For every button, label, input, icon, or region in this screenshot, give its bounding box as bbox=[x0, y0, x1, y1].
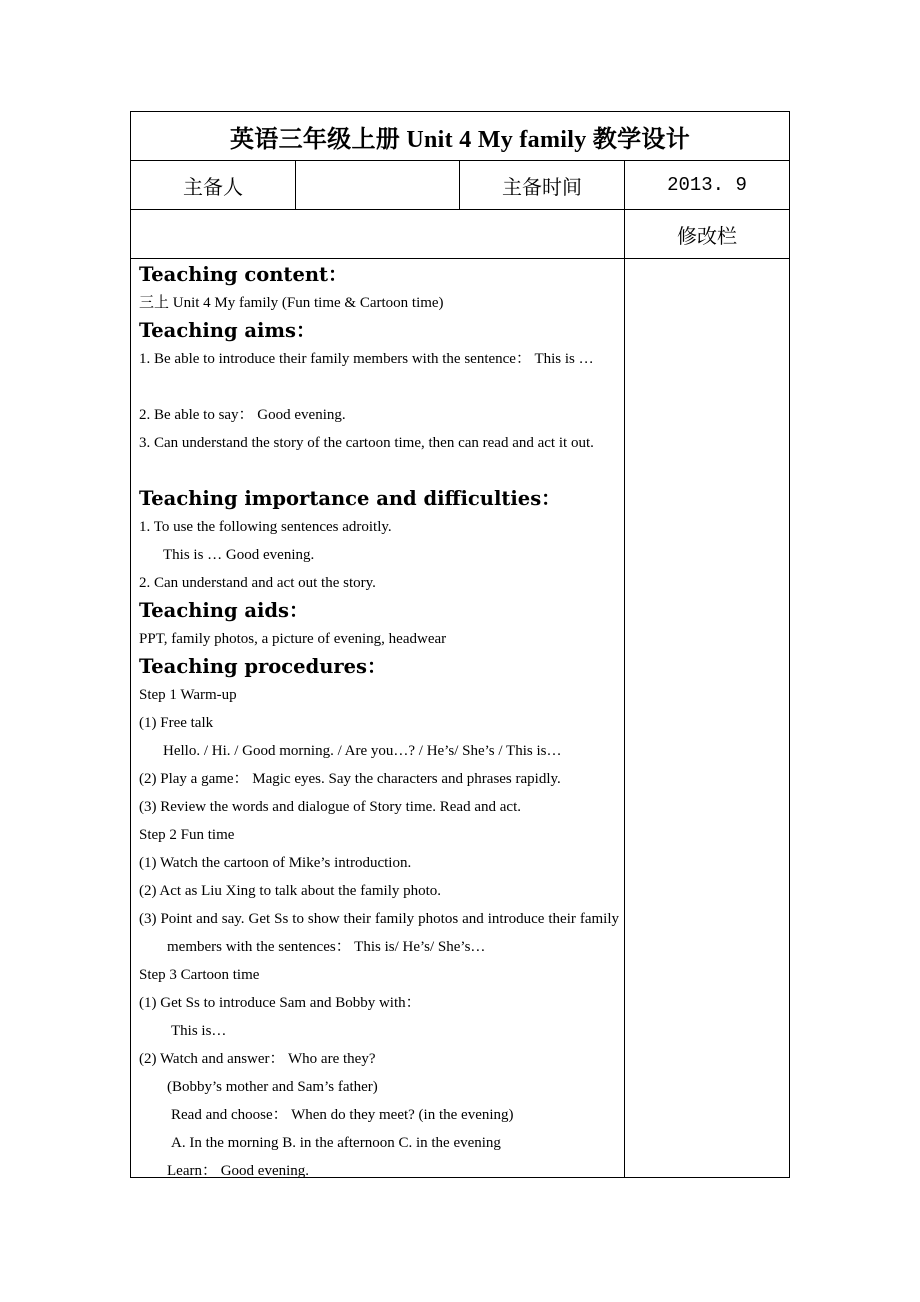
step-line: (Bobby’s mother and Sam’s father) bbox=[167, 1079, 378, 1095]
importance-item: 1. To use the following sentences adroitly. bbox=[139, 519, 392, 535]
step-line: (1) Watch the cartoon of Mike’s introduction. bbox=[139, 855, 412, 871]
preparer-value bbox=[296, 161, 459, 209]
step-title: Step 2 Fun time bbox=[139, 827, 235, 843]
step-line: (2) Act as Liu Xing to talk about the family photo. bbox=[139, 883, 442, 899]
step-line: Hello. / Hi. / Good morning. / Are you…? / He’s/ She’s / This is… bbox=[163, 743, 562, 759]
aids-text: PPT, family photos, a picture of evening, headwear bbox=[139, 631, 447, 647]
step-line: This is… bbox=[171, 1023, 227, 1039]
lesson-content bbox=[139, 261, 619, 1185]
step-line: (2) Watch and answer： Who are they? bbox=[139, 1051, 376, 1067]
prep-time-label: 主备时间 bbox=[502, 174, 582, 199]
importance-item: 2. Can understand and act out the story. bbox=[139, 575, 376, 591]
prep-time-value: 2013. 9 bbox=[667, 174, 747, 196]
step-line: (3) Review the words and dialogue of Story time. Read and act. bbox=[139, 799, 521, 815]
step-line: Read and choose： When do they meet? (in the evening) bbox=[171, 1107, 514, 1123]
aim-item: 2. Be able to say： Good evening. bbox=[139, 407, 346, 423]
step-line: A. In the morning B. in the afternoon C. in the evening bbox=[171, 1135, 501, 1151]
step-line: (2) Play a game： Magic eyes. Say the characters and phrases rapidly. bbox=[139, 771, 561, 787]
step-title: Step 1 Warm-up bbox=[139, 687, 237, 703]
step-line: (3) Point and say. Get Ss to show their family photos and introduce their family members with the sentences： This is/ He’s/ She’s… bbox=[139, 911, 619, 955]
step-line: (1) Free talk bbox=[139, 715, 214, 731]
teaching-content-heading: Teaching content： bbox=[139, 263, 348, 286]
document-title: 英语三年级上册 Unit 4 My family 教学设计 bbox=[229, 126, 690, 153]
aim-item: 3. Can understand the story of the cartoon time, then can read and act it out. bbox=[139, 435, 594, 451]
importance-item: This is … Good evening. bbox=[163, 547, 315, 563]
preparer-label: 主备人 bbox=[183, 174, 243, 199]
revision-column-label: 修改栏 bbox=[677, 223, 737, 248]
teaching-aims-heading: Teaching aims： bbox=[139, 319, 316, 342]
aim-item: 1. Be able to introduce their family members with the sentence： This is … bbox=[139, 351, 594, 367]
step-line: (1) Get Ss to introduce Sam and Bobby with： bbox=[139, 995, 421, 1011]
importance-heading: Teaching importance and difficulties： bbox=[139, 487, 561, 510]
procedures-heading: Teaching procedures： bbox=[139, 655, 387, 678]
step-line: Learn： Good evening. bbox=[167, 1163, 310, 1179]
teaching-content-text: 三上 Unit 4 My family (Fun time & Cartoon time) bbox=[139, 295, 444, 311]
aids-heading: Teaching aids： bbox=[139, 599, 309, 622]
step-title: Step 3 Cartoon time bbox=[139, 967, 260, 983]
